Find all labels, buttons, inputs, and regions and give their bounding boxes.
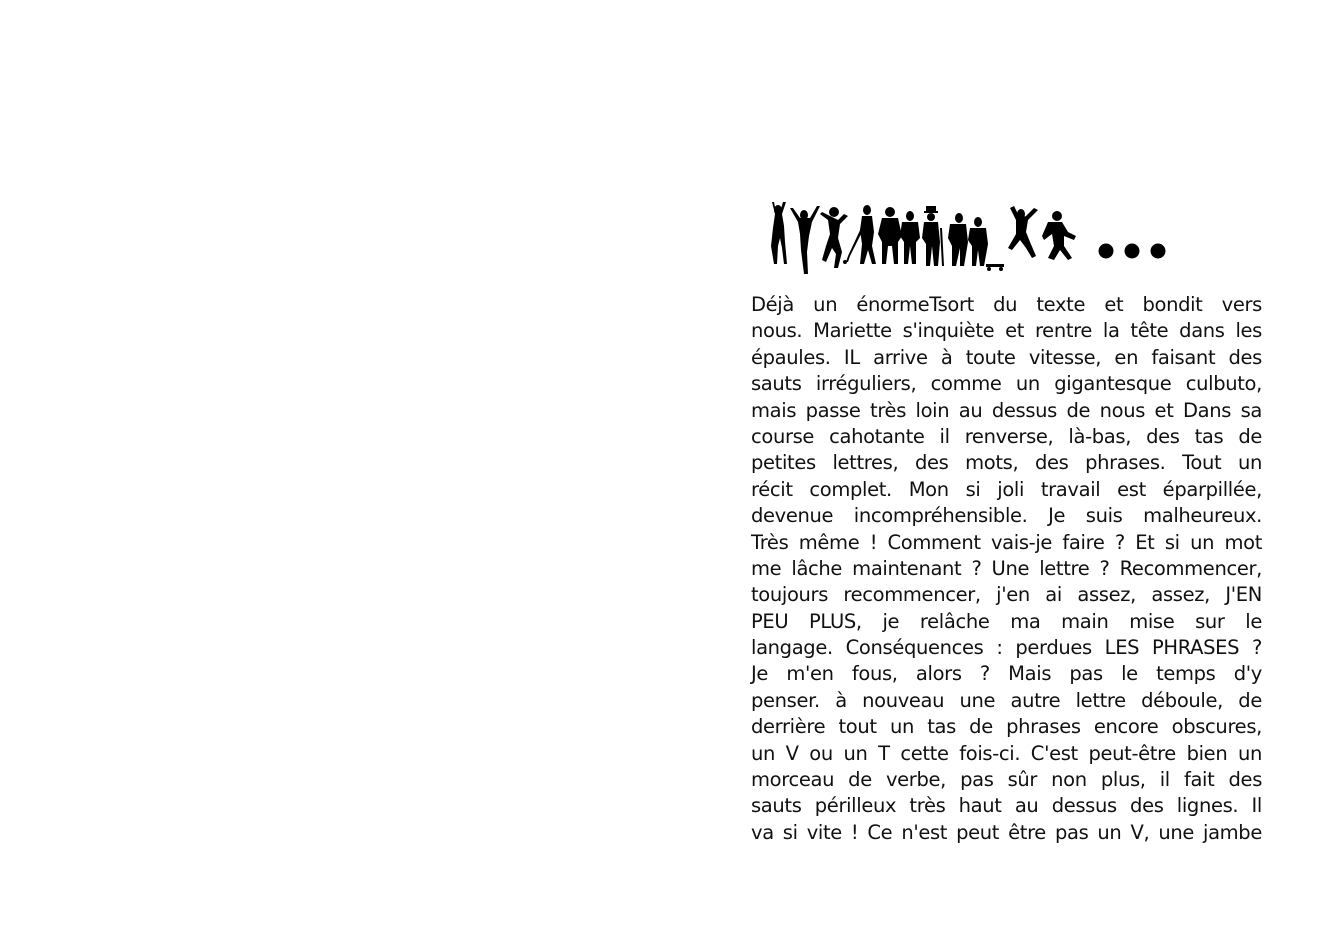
- text-line: course cahotante il renverse, là-bas, des tas de: [751, 424, 1262, 448]
- text-line: récit complet. Mon si joli travail est éparpillée,: [751, 477, 1262, 501]
- text-line: devenue incompréhensible. Je suis malheureux.: [751, 504, 1262, 528]
- silhouette-figure: [948, 213, 1004, 271]
- text-line: Je m'en fous, alors ? Mais pas le temps d'y: [751, 662, 1262, 686]
- text-line: Très même ! Comment vais-je faire ? Et si un mot: [751, 530, 1262, 554]
- silhouette-figure: [922, 206, 944, 266]
- dot-mark: [1099, 244, 1114, 259]
- text-line: toujours recommencer, j'en ai assez, assez, J'EN: [751, 583, 1262, 607]
- silhouette-figure: [878, 207, 920, 264]
- text-line: derrière tout un tas de phrases encore obscures,: [751, 715, 1262, 739]
- silhouette-figure: [771, 202, 787, 264]
- text-line: PEU PLUS, je relâche ma main mise sur le: [751, 609, 1262, 633]
- text-line: sauts irréguliers, comme un gigantesque culbuto,: [751, 372, 1262, 396]
- dot-mark: [1125, 244, 1140, 259]
- silhouette-figure: [820, 207, 848, 268]
- silhouette-figure: [1008, 206, 1038, 258]
- text-line: morceau de verbe, pas sûr non plus, il fait des: [751, 768, 1262, 792]
- text-line: épaules. IL arrive à toute vitesse, en faisant des: [751, 345, 1262, 369]
- silhouette-figure: [1042, 211, 1076, 260]
- text-line: va si vite ! Ce n'est peut être pas un V, une jambe: [751, 820, 1262, 844]
- text-line: petites lettres, des mots, des phrases. Tout un: [751, 451, 1262, 475]
- text-line: langage. Conséquences : perdues LES PHRASES ?: [751, 636, 1262, 660]
- text-line: mais passe très loin au dessus de nous et Dans sa: [751, 398, 1262, 422]
- body-paragraph: [751, 292, 1262, 846]
- text-line: penser. à nouveau une autre lettre déboule, de: [751, 688, 1262, 712]
- dancing-people-silhouettes-icon: [764, 198, 1174, 280]
- silhouette-figure: [843, 205, 876, 264]
- dot-mark: [1151, 244, 1166, 259]
- text-line: me lâche maintenant ? Une lettre ? Recommencer,: [751, 556, 1262, 580]
- text-line: Déjà un énormeTsort du texte et bondit vers: [751, 293, 1262, 316]
- text-line: nous. Mariette s'inquiète et rentre la tête dans les: [751, 319, 1262, 343]
- text-line: sauts périlleux très haut au dessus des lignes. Il: [751, 794, 1262, 818]
- text-line: un V ou un T cette fois-ci. C'est peut-être bien un: [751, 741, 1262, 765]
- silhouette-figure: [790, 206, 820, 274]
